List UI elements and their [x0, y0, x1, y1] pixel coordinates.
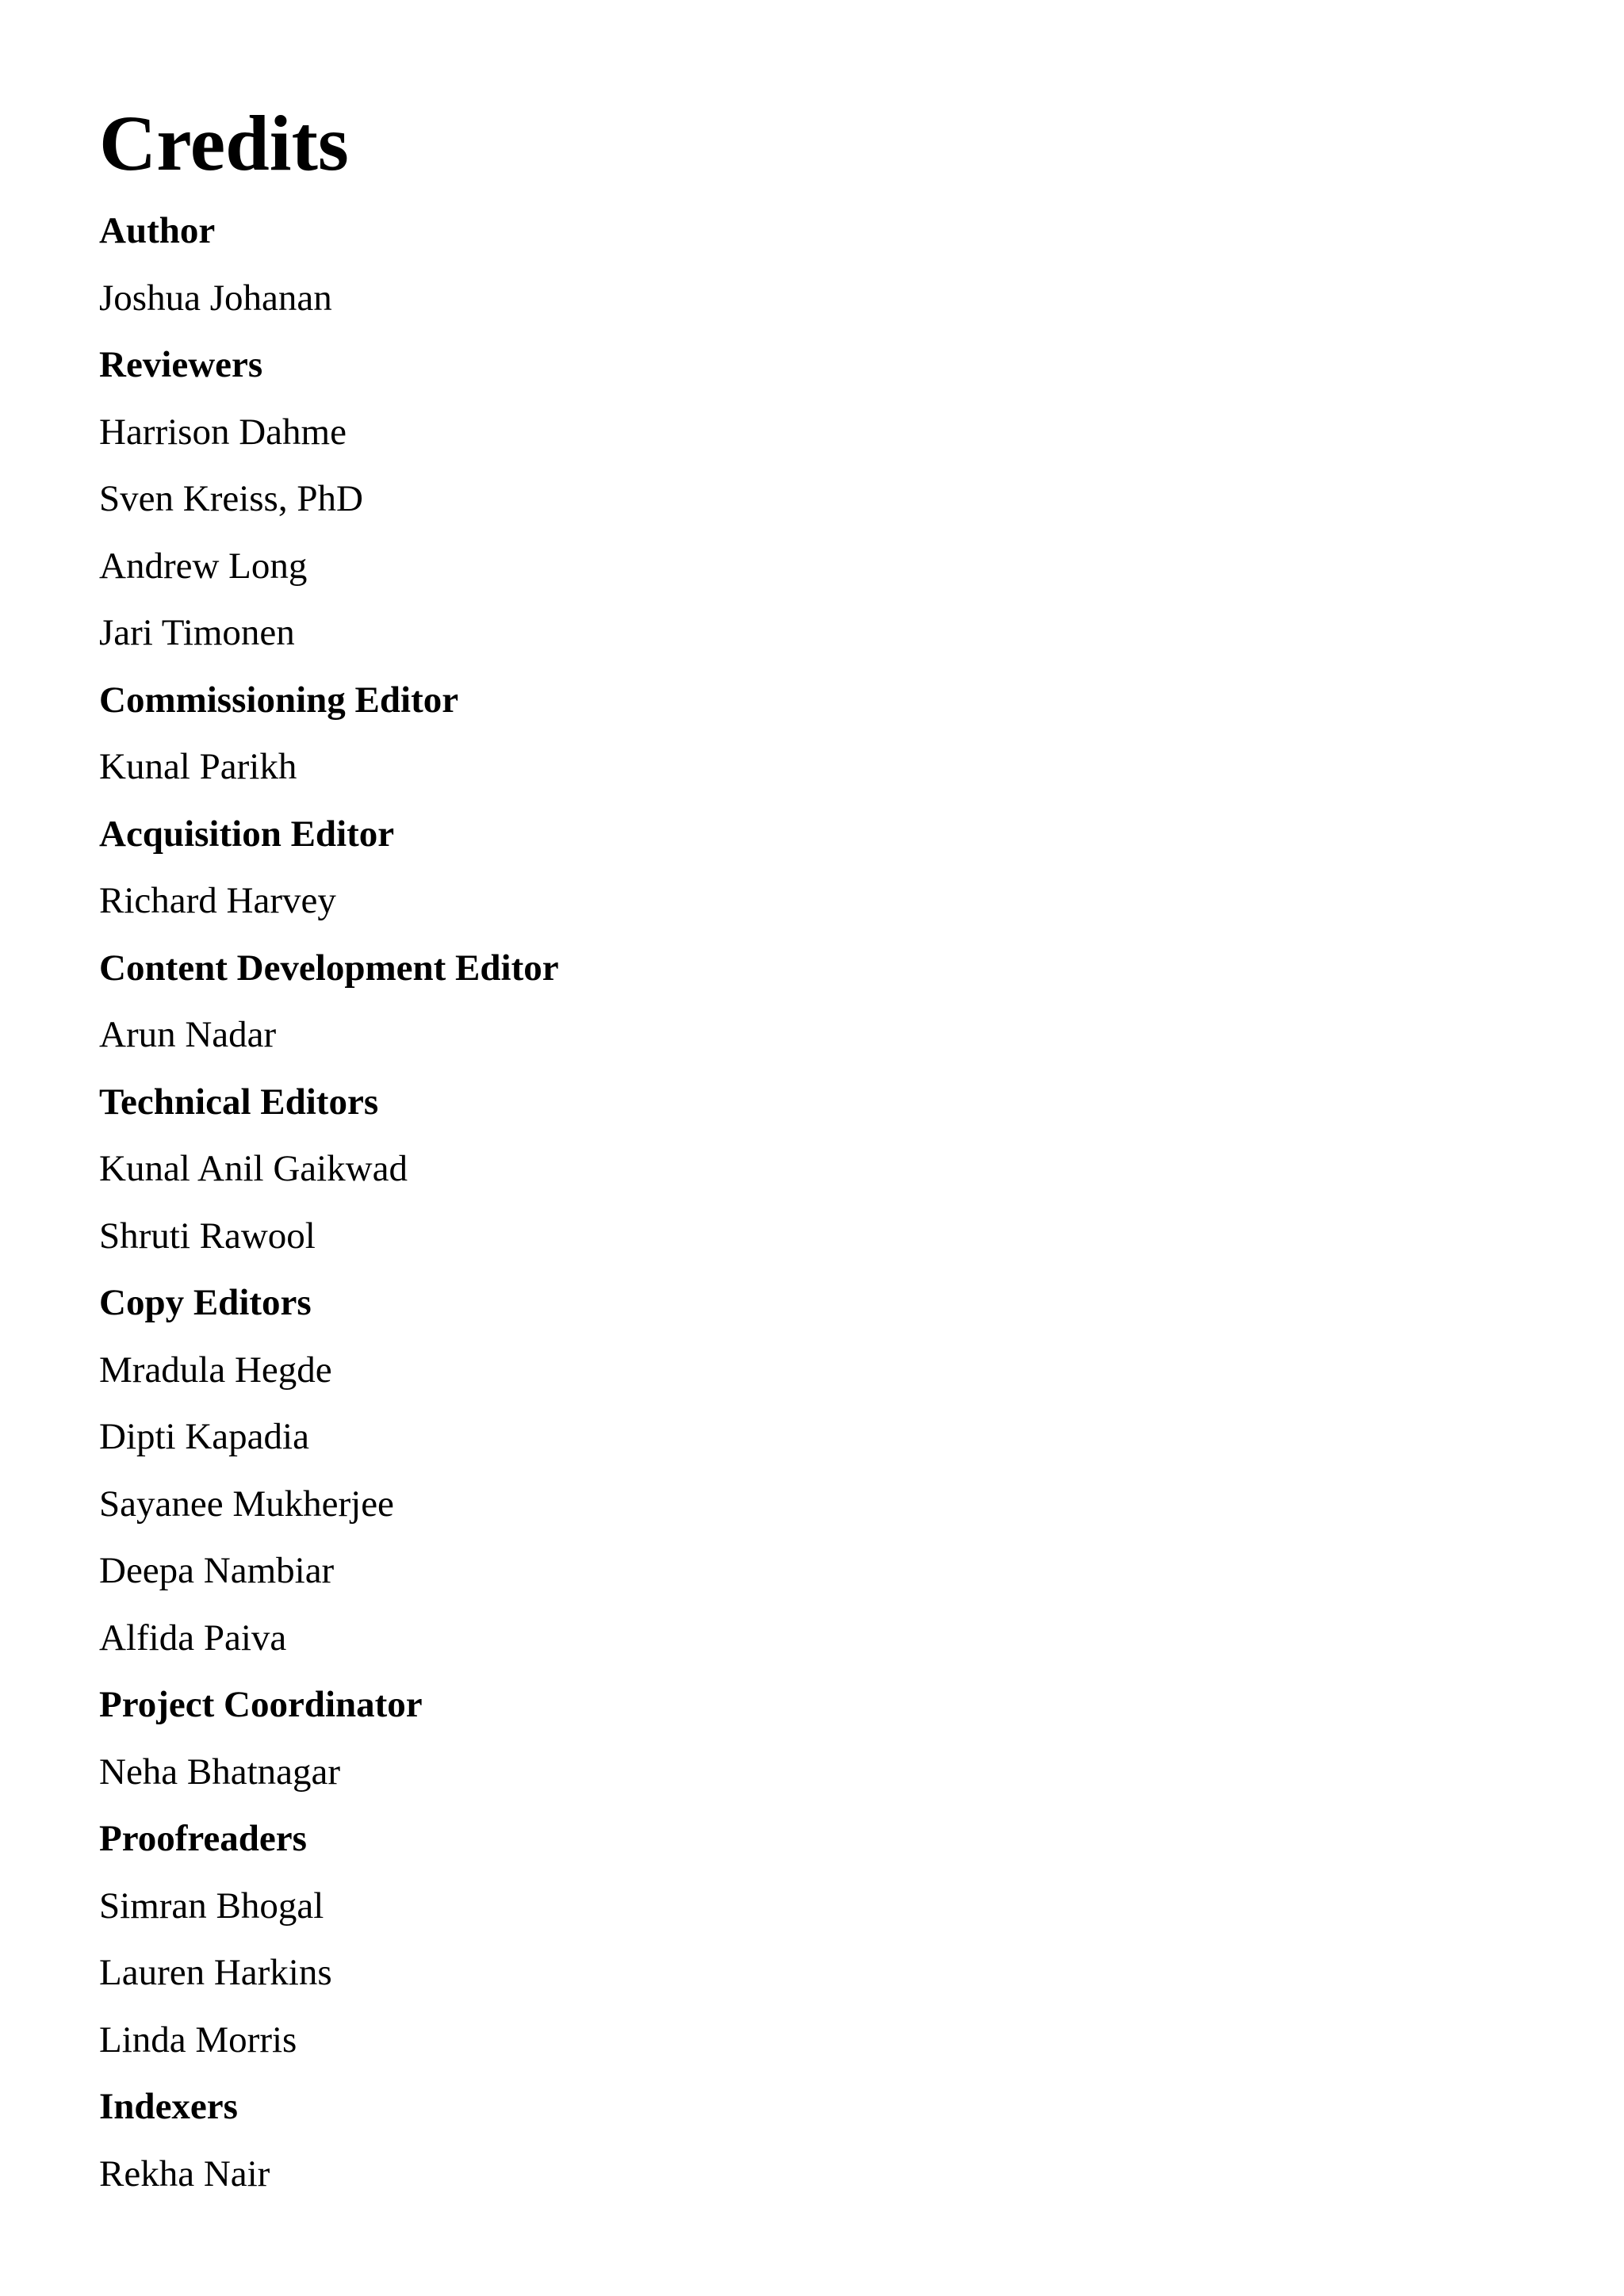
credit-person-name: Mradula Hegde: [99, 1349, 332, 1391]
credit-role-heading: Reviewers: [99, 344, 263, 385]
credit-role-heading: Acquisition Editor: [99, 813, 395, 855]
credit-role-heading: Indexers: [99, 2086, 238, 2127]
credit-person-name: Arun Nadar: [99, 1014, 277, 1055]
credit-person-name: Harrison Dahme: [99, 411, 347, 453]
credit-person-name: Rekha Nair: [99, 2152, 270, 2195]
credit-person-name: Lauren Harkins: [99, 1952, 332, 1993]
credit-person-name: Andrew Long: [99, 545, 308, 587]
credits-list: [99, 197, 1526, 2207]
credit-person-name: Deepa Nambiar: [99, 1550, 335, 1591]
credit-role-heading: Technical Editors: [99, 1081, 379, 1123]
credit-person-name: Dipti Kapadia: [99, 1416, 309, 1457]
credit-person-name: Richard Harvey: [99, 880, 336, 921]
credit-role-heading: Proofreaders: [99, 1818, 307, 1859]
credit-person-name: Linda Morris: [99, 2019, 297, 2061]
credit-role-heading: Copy Editors: [99, 1282, 312, 1323]
credit-person-name: Joshua Johanan: [99, 277, 332, 319]
credit-person-name: Shruti Rawool: [99, 1215, 316, 1257]
credit-role-heading: Project Coordinator: [99, 1684, 423, 1725]
credit-person-name: Sven Kreiss, PhD: [99, 478, 363, 519]
credit-person-name: Kunal Anil Gaikwad: [99, 1148, 408, 1189]
credit-role-heading: Author: [99, 210, 216, 251]
credit-person-name: Kunal Parikh: [99, 746, 297, 787]
credit-person-name: Sayanee Mukherjee: [99, 1483, 394, 1525]
credit-person-name: Jari Timonen: [99, 612, 295, 653]
credit-person-name: Neha Bhatnagar: [99, 1751, 341, 1793]
credit-role-heading: Commissioning Editor: [99, 679, 459, 721]
credit-person-name: Alfida Paiva: [99, 1617, 287, 1659]
page-title: Credits: [99, 99, 349, 187]
credit-role-heading: Content Development Editor: [99, 947, 559, 989]
credit-person-name: Simran Bhogal: [99, 1885, 324, 1927]
credits-page: [99, 94, 1526, 2207]
